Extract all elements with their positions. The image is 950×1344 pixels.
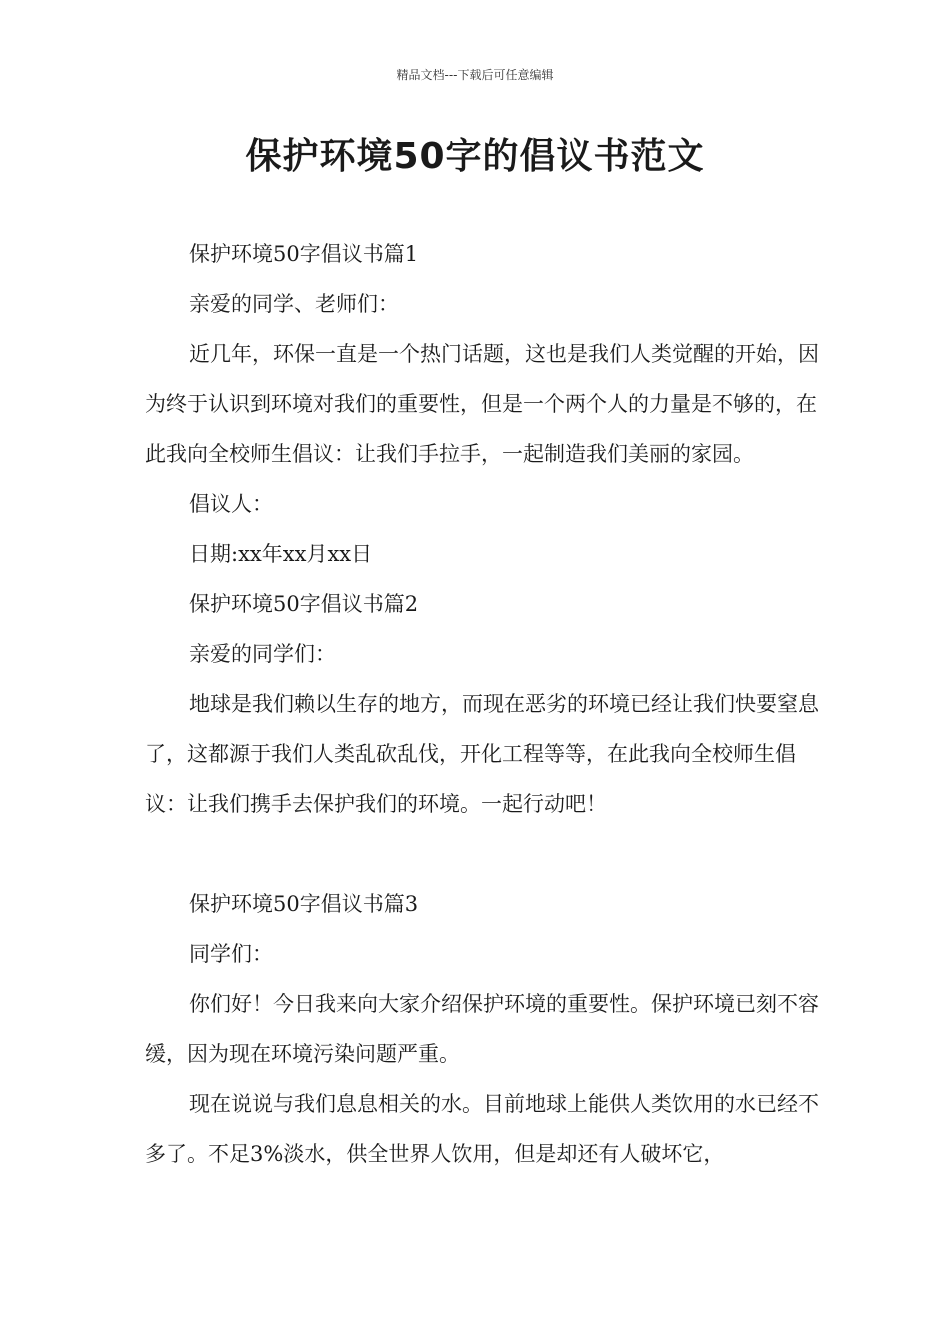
signer-label: 倡议人： (189, 492, 273, 516)
section-heading-3: 保护环境50字倡议书篇3 (189, 892, 419, 916)
salutation-3: 同学们： (189, 942, 273, 966)
spacer (145, 829, 825, 879)
body-paragraph-4: 现在说说与我们息息相关的水。目前地球上能供人类饮用的水已经不多了。不足3%淡水，供全世界人饮用，但是却还有人破坏它， (145, 1092, 819, 1166)
body-paragraph-1: 近几年，环保一直是一个热门话题，这也是我们人类觉醒的开始，因为终于认识到环境对我们的重要性，但是一个两个人的力量是不够的，在此我向全校师生倡议：让我们手拉手，一起制造我们美丽的家园。 (145, 342, 819, 466)
document-title: 保护环境50字的倡议书范文 (245, 136, 705, 177)
header-note: 精品文档---下载后可任意编辑 (396, 68, 554, 82)
section-heading-1: 保护环境50字倡议书篇1 (189, 242, 419, 266)
salutation-1: 亲爱的同学、老师们： (189, 292, 399, 316)
salutation-2: 亲爱的同学们： (189, 642, 336, 666)
date-line: 日期:xx年xx月xx日 (189, 542, 373, 566)
document-body (145, 229, 825, 1179)
section-heading-2: 保护环境50字倡议书篇2 (189, 592, 419, 616)
body-paragraph-3: 你们好！今日我来向大家介绍保护环境的重要性。保护环境已刻不容缓，因为现在环境污染问题严重。 (145, 992, 819, 1066)
body-paragraph-2: 地球是我们赖以生存的地方，而现在恶劣的环境已经让我们快要窒息了，这都源于我们人类乱砍乱伐，开化工程等等，在此我向全校师生倡议：让我们携手去保护我们的环境。一起行动吧！ (145, 692, 819, 816)
